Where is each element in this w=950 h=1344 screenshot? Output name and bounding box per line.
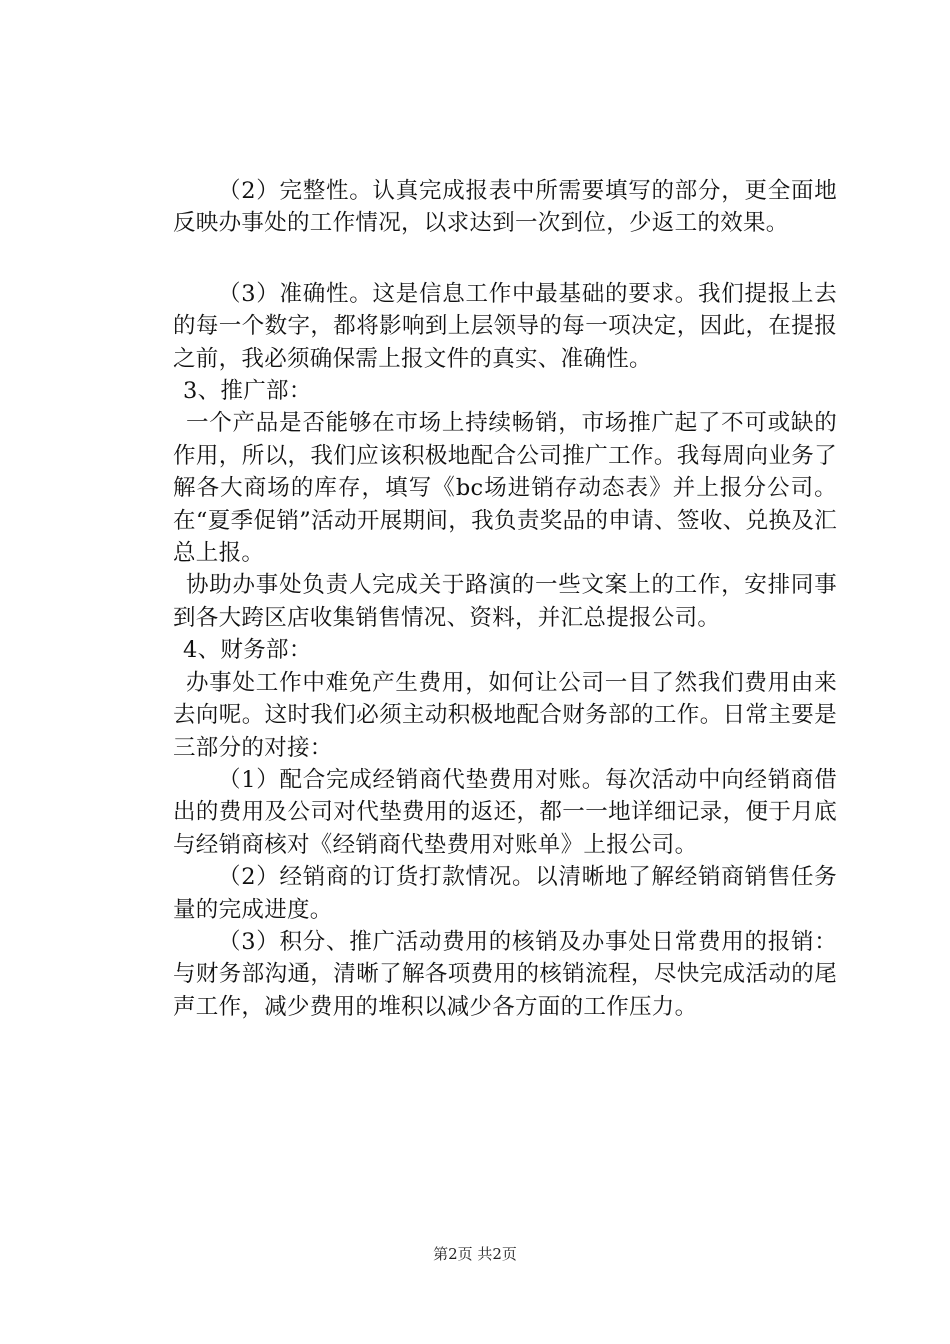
page-number-footer: 第2页 共2页 (433, 1245, 517, 1263)
paragraph-finance-item-3: （3）积分、推广活动费用的核销及办事处日常费用的报销：与财务部沟通，清晰了解各项费用的核销流程，尽快完成活动的尾声工作，减少费用的堆积以减少各方面的工作压力。 (173, 928, 837, 1020)
paragraph-finance-item-1: （1）配合完成经销商代垫费用对账。每次活动中向经销商借出的费用及公司对代垫费用的返还，都一一地详细记录，便于月底与经销商核对《经销商代垫费用对账单》上报公司。 (173, 766, 837, 858)
paragraph-promotion-intro: 一个产品是否能够在市场上持续畅销，市场推广起了不可或缺的作用，所以，我们应该积极地配合公司推广工作。我每周向业务了解各大商场的库存，填写《bc场进销存动态表》并上报分公司。在“夏季促销”活动开展期间，我负责奖品的申请、签收、兑换及汇总上报。 (173, 410, 837, 567)
paragraph-accuracy: （3）准确性。这是信息工作中最基础的要求。我们提报上去的每一个数字，都将影响到上层领导的每一项决定，因此，在提报之前，我必须确保需上报文件的真实、准确性。 (173, 280, 837, 372)
document-body (173, 175, 837, 1023)
section-heading-finance: 4、财务部： (183, 637, 312, 664)
paragraph-finance-item-2: （2）经销商的订货打款情况。以清晰地了解经销商销售任务量的完成进度。 (173, 864, 837, 923)
paragraph-completeness: （2）完整性。认真完成报表中所需要填写的部分，更全面地反映办事处的工作情况，以求达到一次到位，少返工的效果。 (173, 178, 837, 237)
paragraph-promotion-roadshow: 协助办事处负责人完成关于路演的一些文案上的工作，安排同事到各大跨区店收集销售情况、资料，并汇总提报公司。 (173, 572, 837, 631)
paragraph-finance-intro: 办事处工作中难免产生费用，如何让公司一目了然我们费用由来去向呢。这时我们必须主动积极地配合财务部的工作。日常主要是三部分的对接： (173, 669, 837, 761)
section-heading-promotion: 3、推广部： (183, 378, 312, 405)
